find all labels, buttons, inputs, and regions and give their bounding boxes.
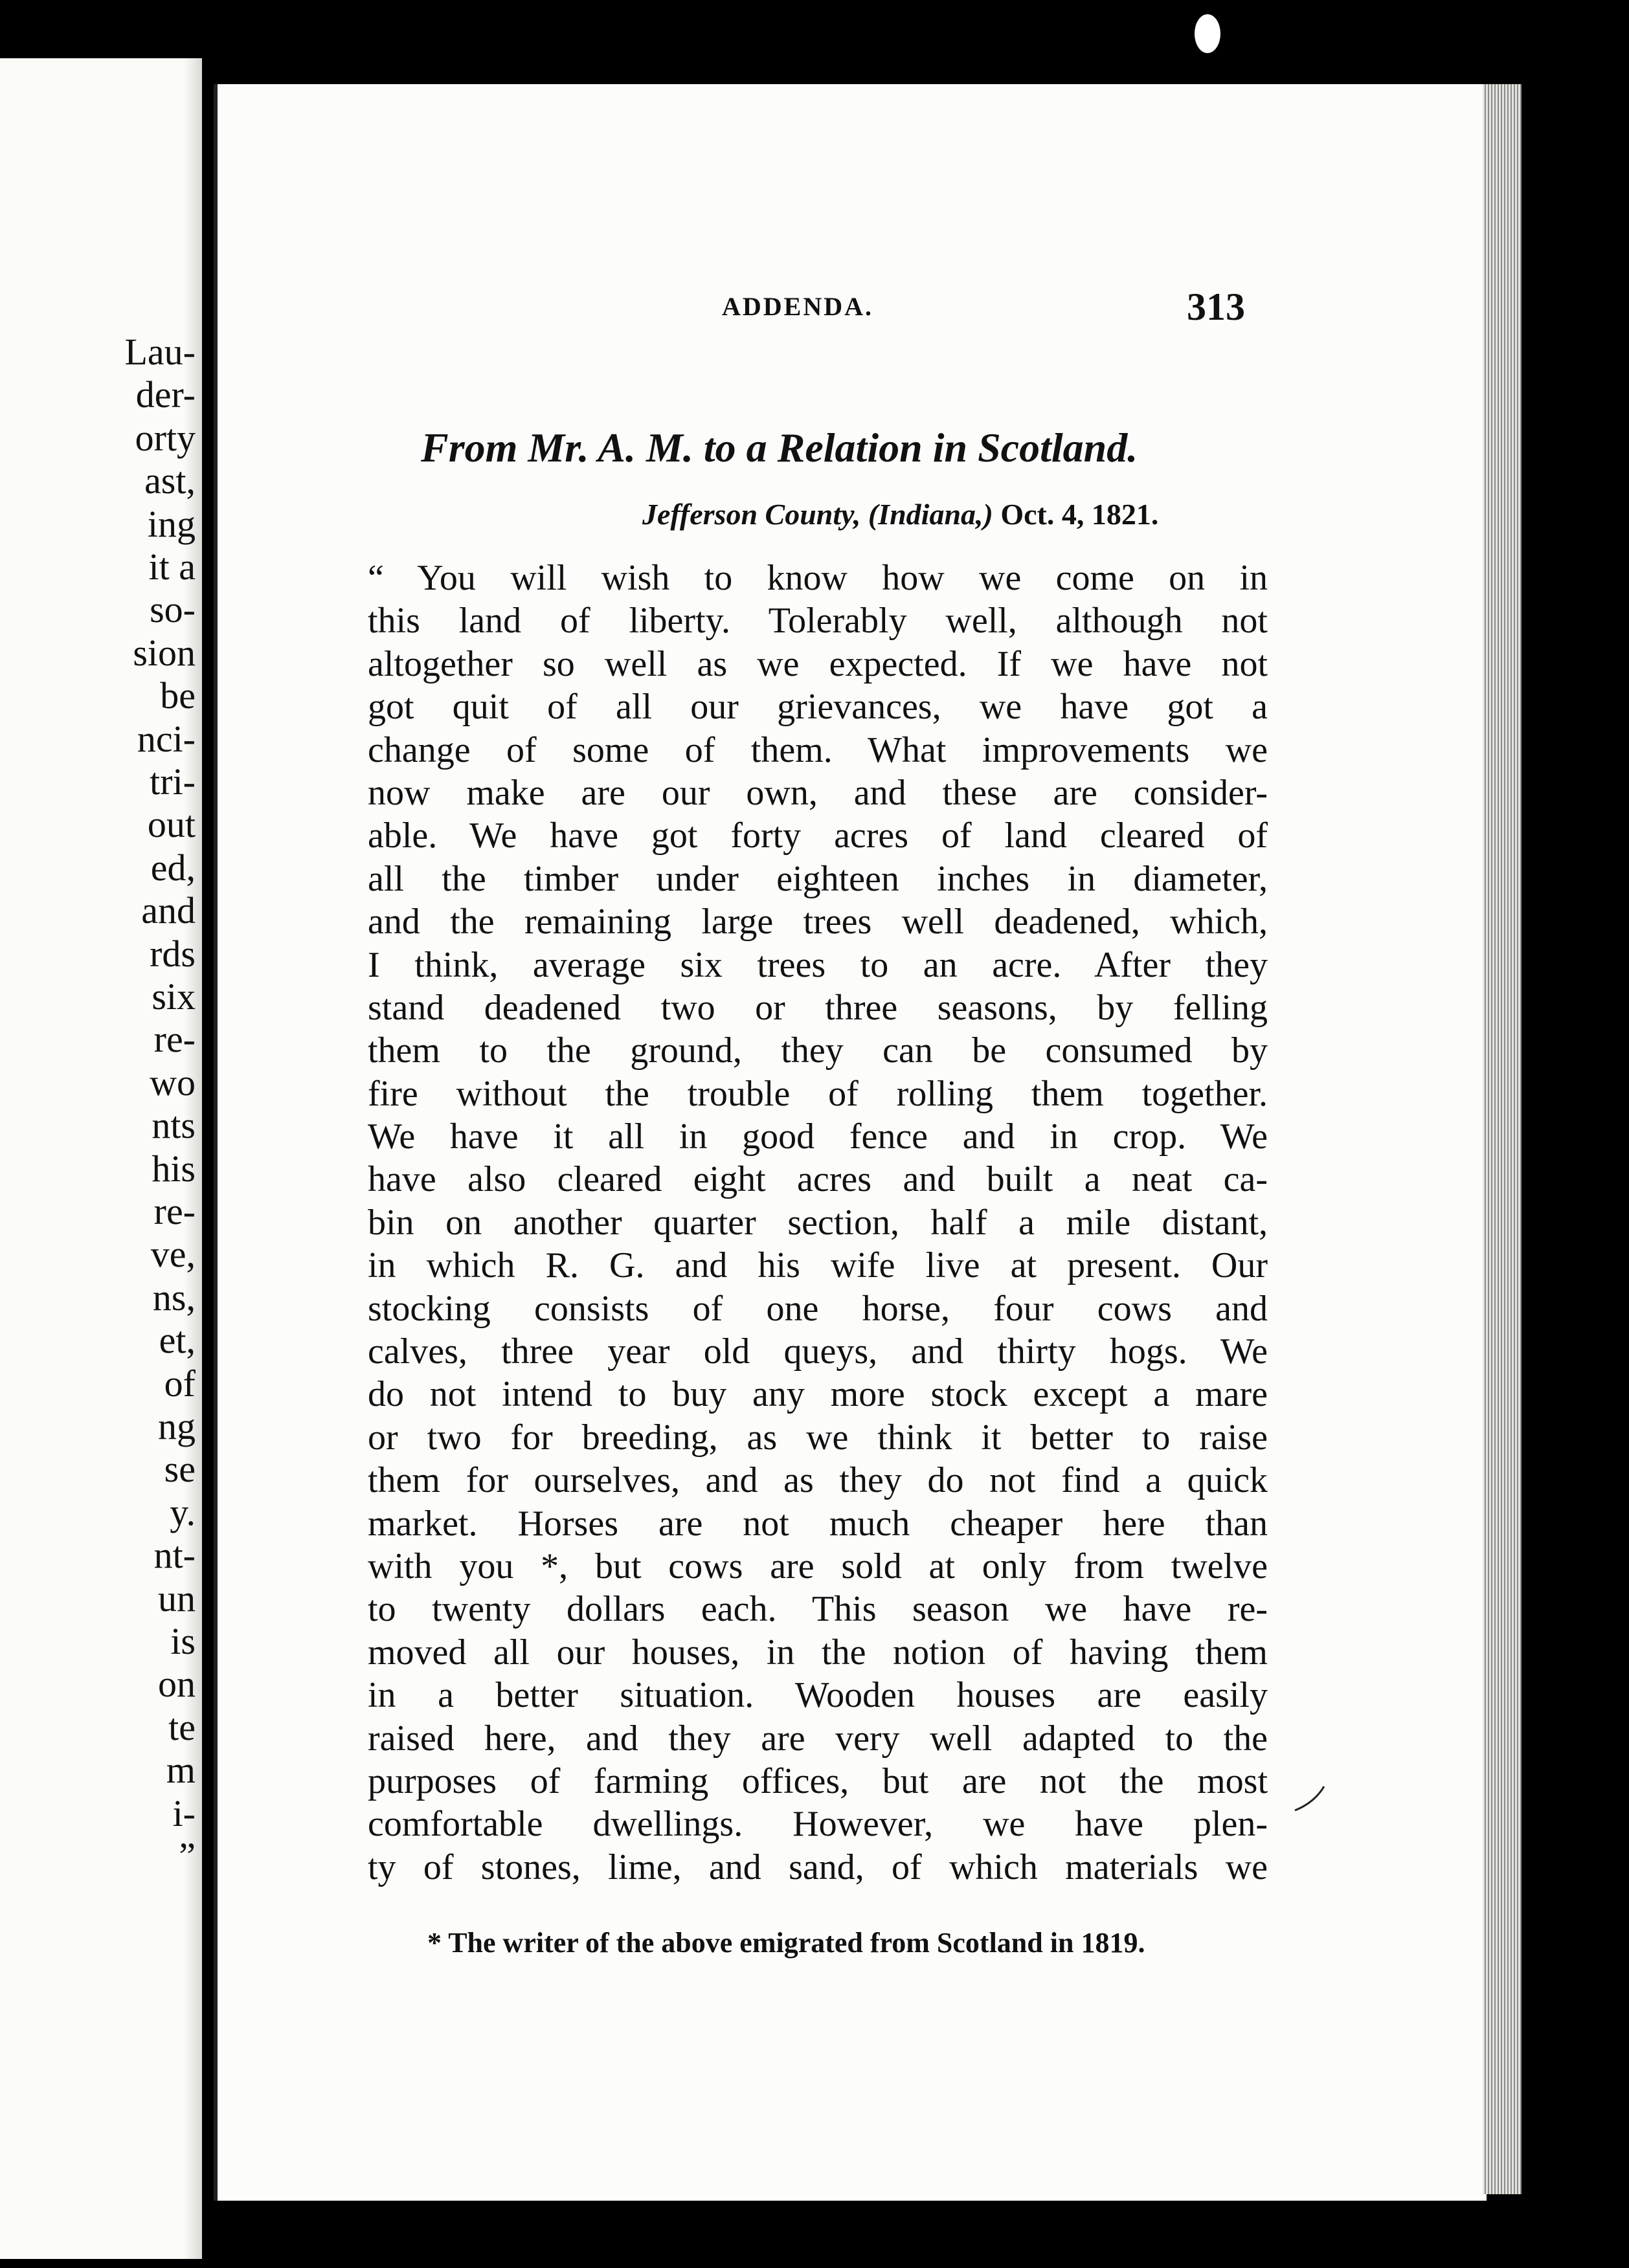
body-line: moved all our houses, in the notion of having them [368, 1632, 1268, 1673]
left-page-line: ng [158, 1405, 196, 1447]
left-page-line: and [141, 889, 196, 932]
body-line: in which R. G. and his wife live at present. Our [368, 1245, 1268, 1286]
letter-title: From Mr. A. M. to a Relation in Scotland. [421, 425, 1138, 471]
body-line: bin on another quarter section, half a mile distant, [368, 1202, 1268, 1243]
left-page-line: six [152, 975, 196, 1017]
body-line: to twenty dollars each. This season we have re- [368, 1589, 1268, 1630]
page-edge [1483, 84, 1522, 2194]
left-page-line: of [164, 1362, 196, 1405]
body-line: in a better situation. Wooden houses are easily [368, 1675, 1268, 1716]
body-line: stand deadened two or three seasons, by felling [368, 987, 1268, 1028]
pencil-mark [1288, 1783, 1327, 1816]
left-page-line: nts [152, 1104, 196, 1147]
left-page-line: sion [133, 631, 196, 674]
footnote: * The writer of the above emigrated from Scotland in 1819. [427, 1927, 1145, 1959]
left-page-line: y. [170, 1491, 196, 1533]
left-page-line: be [160, 674, 196, 717]
body-line: altogether so well as we expected. If we have not [368, 643, 1268, 684]
left-page-line: te [168, 1706, 196, 1748]
left-page-line: is [170, 1620, 196, 1662]
left-page-line: Lau- [124, 331, 196, 373]
left-page-line: out [147, 803, 196, 846]
body-line: all the timber under eighteen inches in diameter, [368, 858, 1268, 899]
body-line: I think, average six trees to an acre. After they [368, 944, 1268, 985]
body-line: or two for breeding, as we think it better to raise [368, 1417, 1268, 1458]
dateline-date: Oct. 4, 1821. [1000, 498, 1159, 531]
dateline-place: Jefferson County, (Indiana,) [642, 498, 993, 531]
left-page-line: so- [150, 588, 196, 631]
letter-body [368, 557, 1268, 1889]
body-line: purposes of farming offices, but are not the most [368, 1761, 1268, 1801]
body-line: calves, three year old queys, and thirty hogs. We [368, 1331, 1268, 1372]
body-line: ty of stones, lime, and sand, of which materials we [368, 1847, 1268, 1887]
left-page-line: on [158, 1663, 196, 1706]
left-page [0, 58, 202, 2259]
left-page-line: un [158, 1577, 196, 1619]
body-line: have also cleared eight acres and built a neat ca- [368, 1159, 1268, 1200]
left-page-line: ing [147, 502, 196, 545]
left-page-line: re- [153, 1018, 196, 1061]
dateline [642, 497, 1158, 531]
body-line: We have it all in good fence and in crop. We [368, 1117, 1268, 1157]
scan-spot [1195, 14, 1220, 53]
left-page-line: re- [153, 1190, 196, 1232]
body-line: got quit of all our grievances, we have got a [368, 687, 1268, 728]
left-page-line: nci- [137, 717, 196, 760]
body-line: now make are our own, and these are consider- [368, 772, 1268, 813]
body-line: raised here, and they are very well adapted to the [368, 1718, 1268, 1759]
left-page-line: se [164, 1448, 196, 1491]
left-page-line: rds [150, 932, 196, 975]
body-line: market. Horses are not much cheaper here than [368, 1503, 1268, 1544]
body-line: do not intend to buy any more stock except a mare [368, 1374, 1268, 1415]
left-page-line: it a [148, 546, 196, 588]
body-line: them to the ground, they can be consumed by [368, 1030, 1268, 1071]
left-page-line: ed, [150, 846, 196, 889]
left-page-line: orty [135, 416, 196, 459]
body-line: “ You will wish to know how we come on in [368, 558, 1268, 598]
body-line: stocking consists of one horse, four cows and [368, 1288, 1268, 1329]
left-page-line: ” [179, 1835, 196, 1877]
left-page-line: der- [135, 373, 196, 416]
left-page-line: tri- [150, 761, 196, 803]
running-head: ADDENDA. [722, 292, 873, 321]
left-page-line: ast, [144, 460, 196, 502]
body-line: comfortable dwellings. However, we have plen- [368, 1804, 1268, 1845]
left-page-line: m [166, 1749, 196, 1792]
body-line: and the remaining large trees well deadened, which, [368, 902, 1268, 942]
left-page-line: ve, [150, 1233, 196, 1276]
left-page-line: et, [159, 1319, 196, 1362]
left-page-line: wo [150, 1061, 196, 1104]
left-page-line: his [152, 1147, 196, 1190]
left-page-line: i- [172, 1792, 196, 1834]
body-line: fire without the trouble of rolling them together. [368, 1073, 1268, 1114]
body-line: able. We have got forty acres of land cleared of [368, 816, 1268, 856]
left-page-line: ns, [152, 1276, 196, 1318]
page-number: 313 [1187, 285, 1245, 328]
body-line: change of some of them. What improvements we [368, 729, 1268, 770]
left-page-line: nt- [153, 1534, 196, 1577]
body-line: with you *, but cows are sold at only from twelve [368, 1546, 1268, 1586]
body-line: them for ourselves, and as they do not find a quick [368, 1460, 1268, 1501]
body-line: this land of liberty. Tolerably well, although not [368, 601, 1268, 641]
